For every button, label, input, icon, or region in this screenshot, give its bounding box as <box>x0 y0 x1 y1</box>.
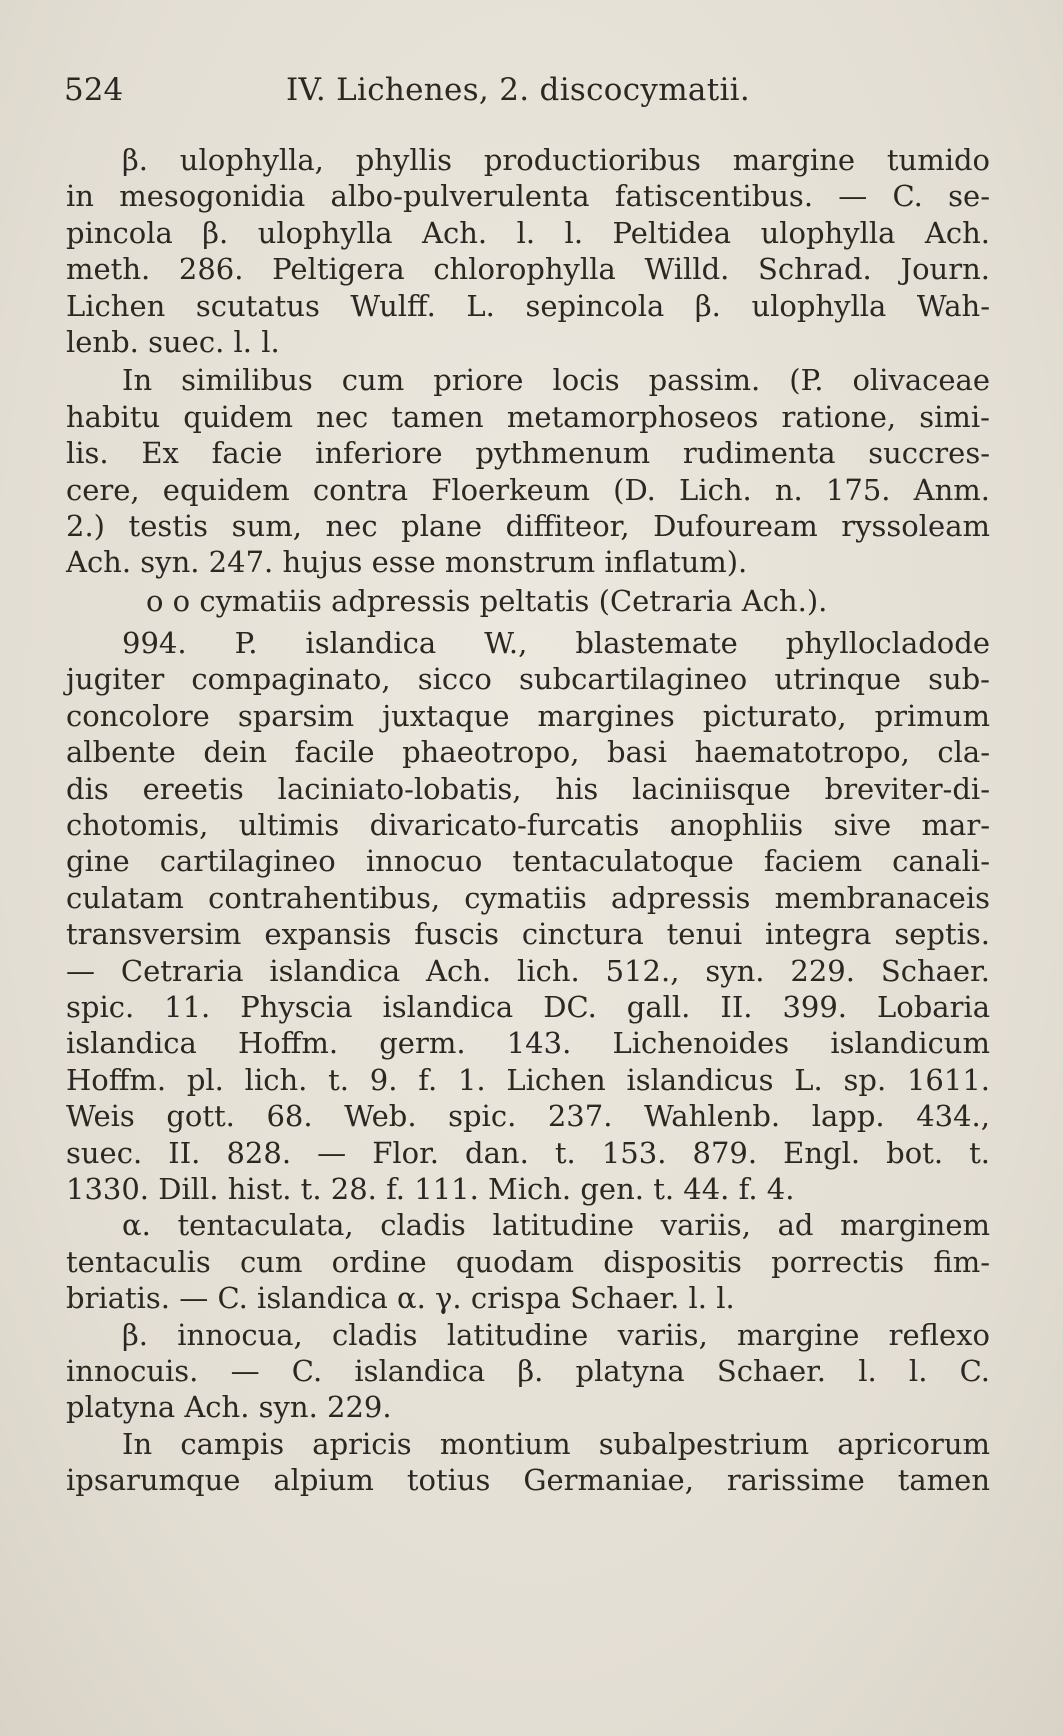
text-line: In campis apricis montium subalpestrium apricorum <box>122 1426 990 1461</box>
text-line: 2.) testis sum, nec plane diffiteor, Dufouream ryssoleam <box>66 508 990 543</box>
text-line: ipsarumque alpium totius Germaniae, rarissime tamen <box>66 1463 990 1498</box>
text-line: Weis gott. 68. Web. spic. 237. Wahlenb. lapp. 434., <box>66 1099 990 1134</box>
text-line: transversim expansis fuscis cinctura tenui integra septis. <box>66 917 990 952</box>
body-text <box>66 142 990 1498</box>
text-line: jugiter compaginato, sicco subcartilagineo utrinque sub- <box>66 662 990 697</box>
text-line: Lichen scutatus Wulff. L. sepincola β. ulophylla Wah- <box>66 288 990 323</box>
text-line: 1330. Dill. hist. t. 28. f. 111. Mich. gen. t. 44. f. 4. <box>66 1171 795 1206</box>
text-line: in mesogonidia albo-pulverulenta fatiscentibus. — C. se- <box>66 179 990 214</box>
text-line: concolore sparsim juxtaque margines picturato, primum <box>66 698 990 733</box>
text-line: meth. 286. Peltigera chlorophylla Willd. Schrad. Journ. <box>66 252 990 287</box>
page-number: 524 <box>64 72 124 108</box>
text-line: suec. II. 828. — Flor. dan. t. 153. 879. Engl. bot. t. <box>66 1135 990 1170</box>
text-line: spic. 11. Physcia islandica DC. gall. II. 399. Lobaria <box>66 989 990 1024</box>
text-line: innocuis. — C. islandica β. platyna Schaer. l. l. C. <box>66 1353 990 1388</box>
text-line: In similibus cum priore locis passim. (P. olivaceae <box>122 363 990 398</box>
text-line: β. innocua, cladis latitudine variis, margine reflexo <box>122 1317 990 1352</box>
text-line: gine cartilagineo innocuo tentaculatoque faciem canali- <box>66 844 990 879</box>
text-line: chotomis, ultimis divaricato-furcatis anophliis sive mar- <box>66 808 990 843</box>
text-line: pincola β. ulophylla Ach. l. l. Peltidea ulophylla Ach. <box>66 215 990 250</box>
text-line: islandica Hoffm. germ. 143. Lichenoides islandicum <box>66 1026 990 1061</box>
section-heading: o o cymatiis adpressis peltatis (Cetraria Ach.). <box>146 583 828 618</box>
text-line: albente dein facile phaeotropo, basi haematotropo, cla- <box>66 735 990 770</box>
page-header <box>64 66 994 114</box>
text-line: Ach. syn. 247. hujus esse monstrum inflatum). <box>66 545 748 580</box>
text-line: α. tentaculata, cladis latitudine variis, ad marginem <box>122 1208 990 1243</box>
text-line: β. ulophylla, phyllis productioribus margine tumido <box>122 143 990 177</box>
text-line: — Cetraria islandica Ach. lich. 512., syn. 229. Schaer. <box>66 953 990 988</box>
text-line: culatam contrahentibus, cymatiis adpressis membranaceis <box>66 880 990 915</box>
text-line: 994. P. islandica W., blastemate phyllocladode <box>122 626 990 661</box>
text-line: Hoffm. pl. lich. t. 9. f. 1. Lichen islandicus L. sp. 1611. <box>66 1062 990 1097</box>
text-line: platyna Ach. syn. 229. <box>66 1390 392 1425</box>
text-line: tentaculis cum ordine quodam dispositis porrectis fim- <box>66 1244 990 1279</box>
text-line: dis ereetis laciniato-lobatis, his laciniisque breviter-di- <box>66 771 990 806</box>
text-line: briatis. — C. islandica α. γ. crispa Schaer. l. l. <box>66 1281 735 1316</box>
text-line: lenb. suec. l. l. <box>66 324 280 359</box>
text-line: habitu quidem nec tamen metamorphoseos ratione, simi- <box>66 399 990 434</box>
running-title: IV. Lichenes, 2. discocymatii. <box>286 72 751 108</box>
text-line: cere, equidem contra Floerkeum (D. Lich. n. 175. Anm. <box>66 472 990 507</box>
text-line: lis. Ex facie inferiore pythmenum rudimenta succres- <box>66 436 990 471</box>
